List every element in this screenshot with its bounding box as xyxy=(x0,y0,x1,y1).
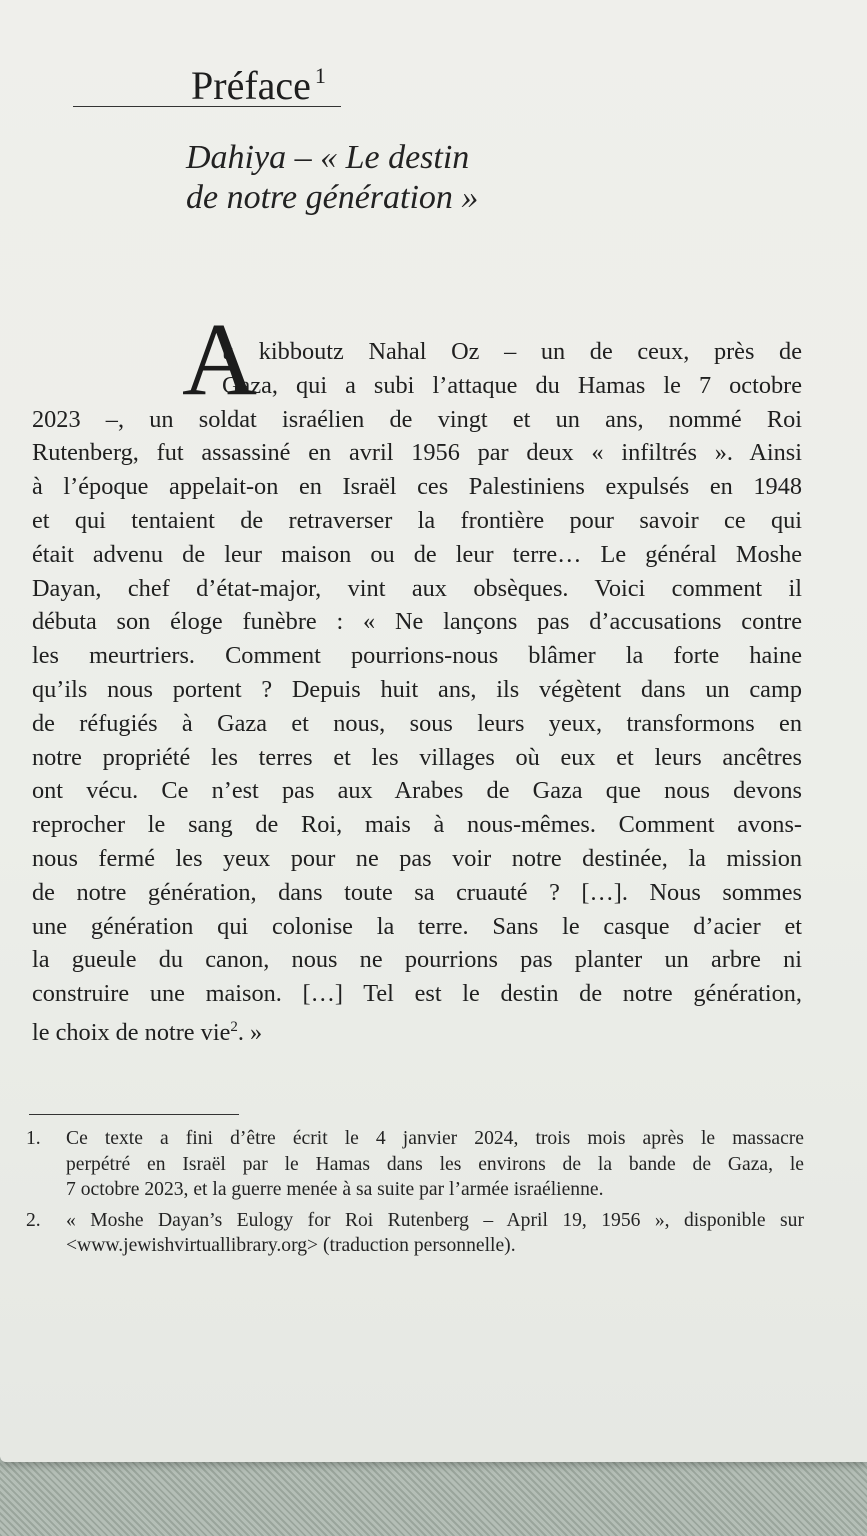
body-line: à l’époque appelait-on en Israël ces Palestiniens expulsés en 1948 xyxy=(32,473,802,501)
footnote-number: 1. xyxy=(26,1128,41,1149)
body-line: de notre génération, dans toute sa cruauté ? […]. Nous sommes xyxy=(32,878,802,906)
body-line: construire une maison. […] Tel est le destin de notre génération, xyxy=(32,980,802,1008)
footnote-line: 7 octobre 2023, et la guerre menée à sa suite par l’armée israélienne. xyxy=(66,1179,604,1201)
footnote-line: « Moshe Dayan’s Eulogy for Roi Rutenberg – April 19, 1956 », disponible sur xyxy=(66,1209,804,1231)
subtitle-line-1: Dahiya – « Le destin xyxy=(186,139,470,176)
body-line: de réfugiés à Gaza et nous, sous leurs yeux, transformons en xyxy=(32,709,802,737)
body-footnote-ref: 2 xyxy=(230,1018,238,1035)
footnote-line: perpétré en Israël par le Hamas dans les environs de la bande de Gaza, le xyxy=(66,1153,804,1175)
footnote-line: Ce texte a fini d’être écrit le 4 janvier 2024, trois mois après le massacre xyxy=(66,1128,804,1149)
subtitle-line-2: de notre génération » xyxy=(186,179,479,216)
footnote-number: 2. xyxy=(26,1209,41,1231)
drop-cap: A xyxy=(182,302,258,417)
body-line: reprocher le sang de Roi, mais à nous-mêmes. Comment avons- xyxy=(32,811,802,839)
body-line: débuta son éloge funèbre : « Ne lançons pas d’accusations contre xyxy=(32,608,802,636)
body-line: Dayan, chef d’état-major, vint aux obsèques. Voici comment il xyxy=(32,574,802,602)
body-line: et qui tentaient de retraverser la frontière pour savoir ce qui xyxy=(32,506,802,534)
body-text xyxy=(32,302,802,1050)
body-line: Gaza, qui a subi l’attaque du Hamas le 7 octobre xyxy=(222,371,802,399)
footnote-1 xyxy=(26,1126,804,1203)
page-title xyxy=(191,52,326,110)
body-line: les meurtriers. Comment pourrions-nous blâmer la forte haine xyxy=(32,642,802,670)
body-line: ont vécu. Ce n’est pas aux Arabes de Gaza que nous devons xyxy=(32,777,802,805)
body-line: 2023 –, un soldat israélien de vingt et un ans, nommé Roi xyxy=(32,405,802,433)
body-last-text: le choix de notre vie xyxy=(32,1018,231,1046)
title-footnote-ref: 1 xyxy=(314,63,326,88)
body-last-tail: . » xyxy=(237,1018,263,1046)
body-line: la gueule du canon, nous ne pourrions pas planter un arbre ni xyxy=(32,946,802,974)
chapter-subtitle xyxy=(186,138,786,218)
footnote-rule xyxy=(29,1114,239,1115)
footnote-2 xyxy=(26,1208,804,1259)
title-rule xyxy=(73,52,341,107)
footnote-line: <www.jewishvirtuallibrary.org> (traduction personnelle). xyxy=(66,1235,516,1257)
body-line: était advenu de leur maison ou de leur terre… Le général Moshe xyxy=(32,540,802,568)
body-line: nous fermé les yeux pour ne pas voir notre destinée, la mission xyxy=(32,844,802,872)
body-line: Rutenberg, fut assassiné en avril 1956 par deux « infiltrés ». Ainsi xyxy=(32,439,802,467)
page-title-text: Préface xyxy=(191,63,311,108)
body-line: notre propriété les terres et les villages où eux et leurs ancêtres xyxy=(32,743,802,771)
footnotes xyxy=(26,1126,804,1259)
body-line: qu’ils nous portent ? Depuis huit ans, ils végètent dans un camp xyxy=(32,675,802,703)
body-line-last xyxy=(32,1011,802,1050)
body-line: une génération qui colonise la terre. Sans le casque d’acier et xyxy=(32,912,802,940)
body-line: u kibboutz Nahal Oz – un de ceux, près de xyxy=(222,338,802,365)
